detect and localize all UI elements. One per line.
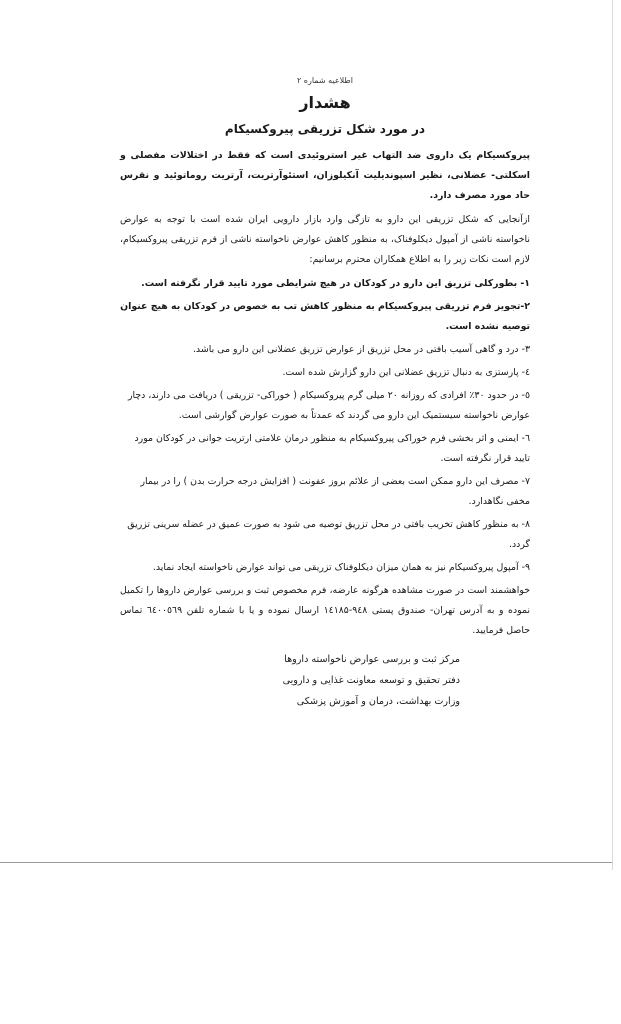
signature-line: دفتر تحقیق و توسعه معاونت غذایی و دارویی bbox=[282, 675, 460, 686]
list-item: ۹- آمپول پیروکسیکام نیز به همان میزان دیکلوفناک تزریقی می تواند عوارض ناخواسته ایجاد نماید. bbox=[152, 562, 530, 573]
list-item: ۸- به منظور کاهش تخریب بافتی در محل تزریق توصیه می شود به صورت عمیق در عضله سرینی تزریق گردد. bbox=[127, 519, 530, 550]
document-content bbox=[120, 76, 530, 712]
document-subtitle: در مورد شکل تزریقی پیروکسیکام bbox=[224, 122, 426, 136]
page-bottom-line bbox=[0, 862, 612, 863]
list-item: ٦- ایمنی و اثر بخشی فرم خوراکی پیروکسیکام به منظور درمان علامتی ارتریت جوانی در کودکان مورد تایید قرار نگرفته است. bbox=[134, 433, 530, 464]
closing-paragraph: خواهشمند است در صورت مشاهده هرگونه عارضه، فرم مخصوص ثبت و بررسی عوارض داروها را تکمیل نموده و به آدرس تهران- صندوق پستی ۹٤۸-۱٤۱۸۵ ارسال نموده و یا با شماره تلفن ٦٤۰۰٥٦۹ تماس حاصل فرمایید. bbox=[120, 585, 531, 636]
list-item: ۷- مصرف این دارو ممکن است بعضی از علائم بروز عفونت ( افزایش درجه حرارت بدن ) را در بیمار مخفی نگاهدارد. bbox=[140, 476, 530, 507]
page-edge-line bbox=[612, 0, 613, 870]
list-item: ۳- درد و گاهی آسیب بافتی در محل تزریق از عوارض تزریق عضلانی این دارو می باشد. bbox=[192, 344, 530, 355]
signature-line: مرکز ثبت و بررسی عوارض ناخواسته داروها bbox=[284, 654, 460, 665]
document-title: هشدار bbox=[299, 93, 351, 112]
notice-number: اطلاعیه شماره ۲ bbox=[296, 76, 354, 85]
list-item: ۱- بطورکلی تزریق این دارو در کودکان در هیچ شرایطی مورد تایید قرار نگرفته است. bbox=[141, 278, 530, 289]
signature-line: وزارت بهداشت، درمان و آموزش پزشکی bbox=[296, 696, 460, 707]
list-item: ٤- پارستزی به دنبال تزریق عضلانی این دارو گزارش شده است. bbox=[282, 367, 530, 378]
intro-paragraph-2: ازآنجایی که شکل تزریقی این دارو به تازگی وارد بازار دارویی ایران شده است با توجه به عوارض ناخواسته ناشی از آمپول دیکلوفناک، به منظور کاهش عوارض ناخواسته ناشی از فرم تزریقی پیروکسیکام، لازم است نکات زیر را به اطلاع همکاران محترم برسانیم: bbox=[120, 214, 530, 265]
signature-block bbox=[120, 649, 460, 712]
list-item: ٥- در حدود ۳۰٪ افرادی که روزانه ۲۰ میلی گرم پیروکسیکام ( خوراکی- تزریقی ) دریافت می دارند، دچار عوارض ناخواسته سیستمیک این دارو می گردند که عمدتاً به صورت عوارض گوارشی است. bbox=[127, 390, 530, 421]
list-item: ۲-تجویز فرم تزریقی پیروکسیکام به منظور کاهش تب به خصوص در کودکان به هیچ عنوان توصیه نشده است. bbox=[120, 301, 530, 332]
intro-paragraph-1: پیروکسیکام یک داروی ضد التهاب غیر استروئیدی است که فقط در اختلالات مفصلی و اسکلتی- عضلانی، نظیر اسپوندیلیت آنکیلوزان، استئوآرتریت، آرتریت روماتوئید و نقرس حاد مورد مصرف دارد. bbox=[120, 150, 530, 201]
